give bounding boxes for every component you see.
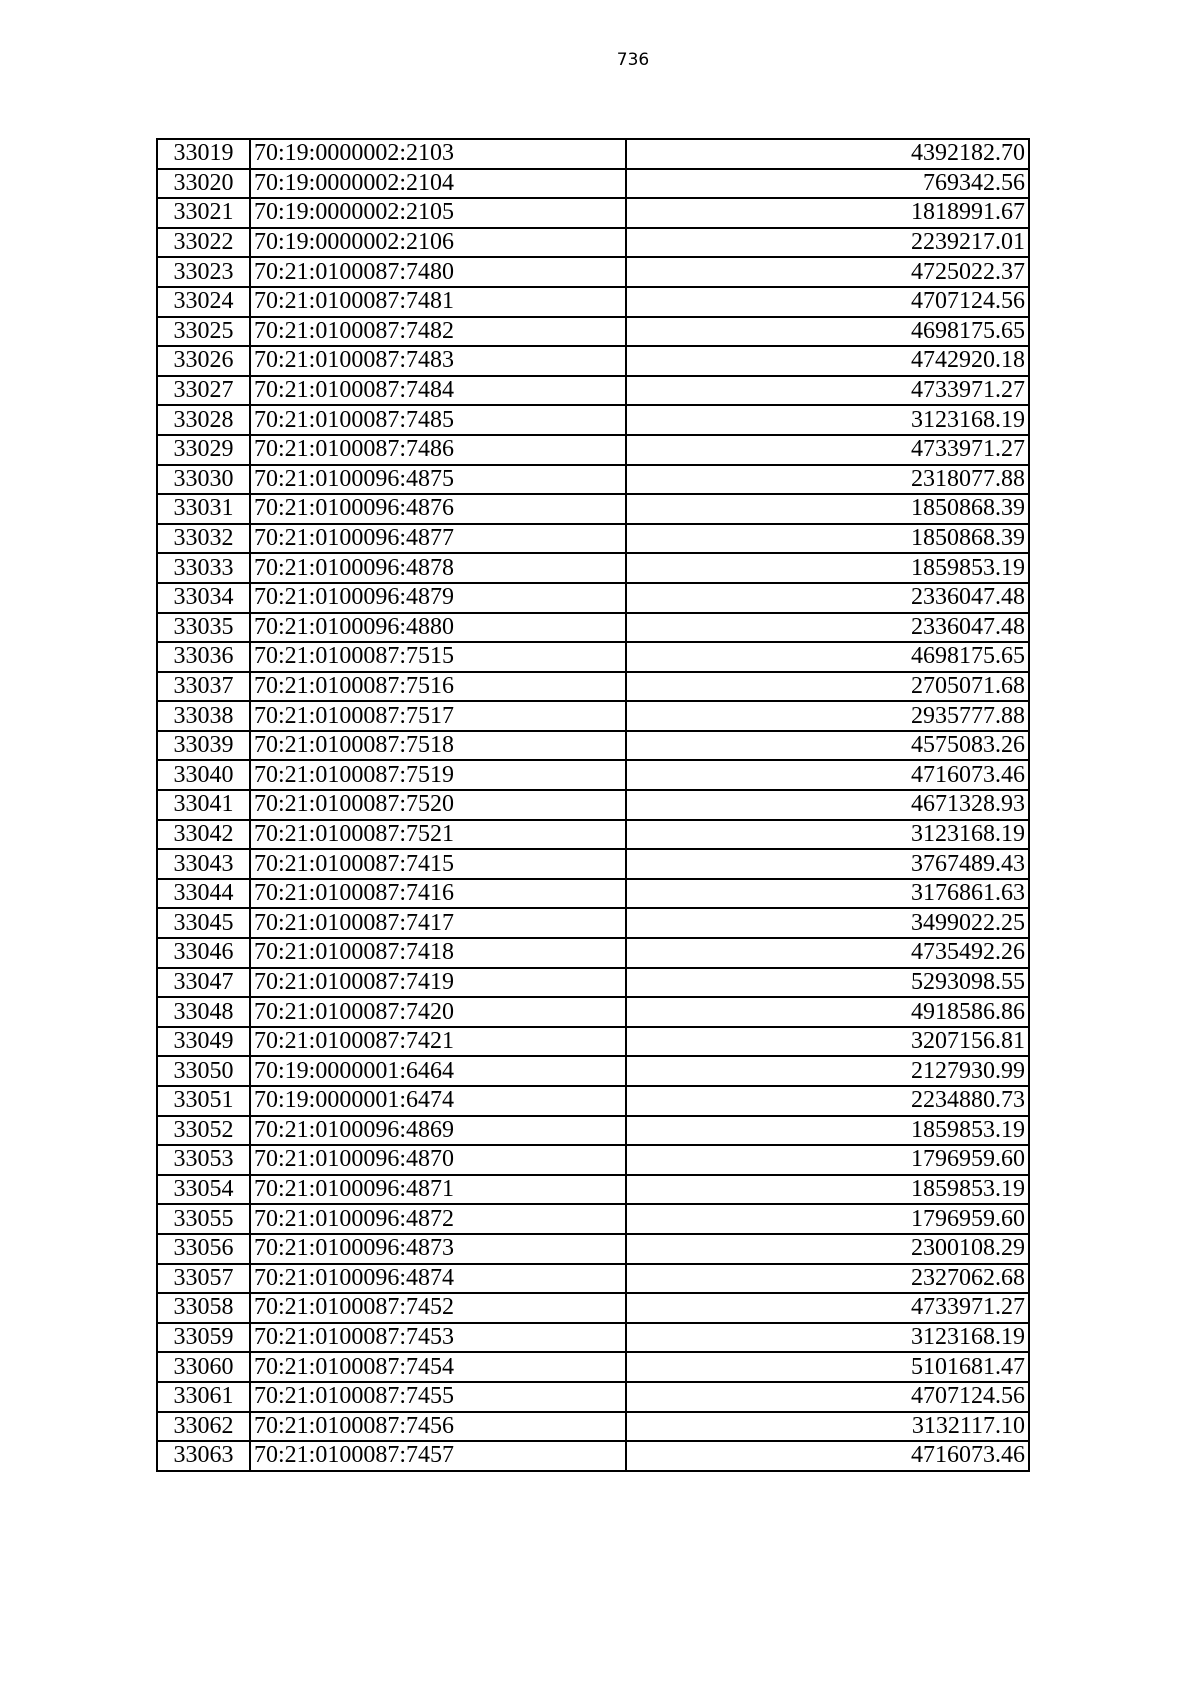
table-row — [157, 583, 1029, 613]
row-number-cell: 33024 — [157, 287, 250, 317]
cadastral-number-cell: 70:21:0100096:4877 — [250, 524, 626, 554]
row-number-cell: 33059 — [157, 1323, 250, 1353]
row-number-cell: 33044 — [157, 879, 250, 909]
cadastral-value-cell: 4733971.27 — [626, 376, 1029, 406]
cadastral-number-cell: 70:21:0100087:7483 — [250, 346, 626, 376]
cadastral-number-cell: 70:21:0100087:7486 — [250, 435, 626, 465]
cadastral-value-cell: 4392182.70 — [626, 139, 1029, 169]
table-row — [157, 376, 1029, 406]
cadastral-value-table — [156, 138, 1030, 1472]
table-row — [157, 257, 1029, 287]
cadastral-value-cell: 5293098.55 — [626, 968, 1029, 998]
cadastral-number-cell: 70:21:0100087:7419 — [250, 968, 626, 998]
cadastral-value-cell: 3132117.10 — [626, 1412, 1029, 1442]
row-number-cell: 33062 — [157, 1412, 250, 1442]
cadastral-number-cell: 70:21:0100087:7519 — [250, 760, 626, 790]
cadastral-number-cell: 70:21:0100087:7416 — [250, 879, 626, 909]
row-number-cell: 33050 — [157, 1056, 250, 1086]
cadastral-number-cell: 70:19:0000002:2106 — [250, 228, 626, 258]
row-number-cell: 33058 — [157, 1293, 250, 1323]
cadastral-number-cell: 70:21:0100096:4875 — [250, 465, 626, 495]
row-number-cell: 33042 — [157, 820, 250, 850]
row-number-cell: 33063 — [157, 1441, 250, 1471]
cadastral-number-cell: 70:21:0100096:4872 — [250, 1204, 626, 1234]
row-number-cell: 33028 — [157, 405, 250, 435]
row-number-cell: 33061 — [157, 1382, 250, 1412]
cadastral-value-cell: 2234880.73 — [626, 1086, 1029, 1116]
cadastral-value-cell: 1850868.39 — [626, 524, 1029, 554]
cadastral-value-cell: 4733971.27 — [626, 435, 1029, 465]
row-number-cell: 33055 — [157, 1204, 250, 1234]
row-number-cell: 33020 — [157, 169, 250, 199]
cadastral-value-cell: 4575083.26 — [626, 731, 1029, 761]
cadastral-number-cell: 70:21:0100087:7454 — [250, 1352, 626, 1382]
cadastral-number-cell: 70:21:0100096:4871 — [250, 1175, 626, 1205]
cadastral-number-cell: 70:21:0100087:7420 — [250, 997, 626, 1027]
cadastral-number-cell: 70:19:0000002:2105 — [250, 198, 626, 228]
table-row — [157, 731, 1029, 761]
table-row — [157, 1056, 1029, 1086]
table-row — [157, 938, 1029, 968]
cadastral-number-cell: 70:21:0100087:7521 — [250, 820, 626, 850]
cadastral-value-cell: 769342.56 — [626, 169, 1029, 199]
cadastral-value-cell: 2336047.48 — [626, 613, 1029, 643]
table-row — [157, 820, 1029, 850]
row-number-cell: 33054 — [157, 1175, 250, 1205]
row-number-cell: 33026 — [157, 346, 250, 376]
cadastral-number-cell: 70:21:0100087:7481 — [250, 287, 626, 317]
cadastral-value-cell: 1850868.39 — [626, 494, 1029, 524]
table-row — [157, 642, 1029, 672]
table-row — [157, 317, 1029, 347]
cadastral-number-cell: 70:21:0100087:7480 — [250, 257, 626, 287]
page-number: 736 — [616, 50, 650, 70]
cadastral-number-cell: 70:21:0100096:4869 — [250, 1116, 626, 1146]
cadastral-number-cell: 70:21:0100087:7485 — [250, 405, 626, 435]
table-row — [157, 790, 1029, 820]
cadastral-number-cell: 70:21:0100087:7452 — [250, 1293, 626, 1323]
cadastral-value-cell: 4671328.93 — [626, 790, 1029, 820]
table-row — [157, 1204, 1029, 1234]
table-row — [157, 346, 1029, 376]
row-number-cell: 33027 — [157, 376, 250, 406]
cadastral-value-cell: 4698175.65 — [626, 317, 1029, 347]
row-number-cell: 33023 — [157, 257, 250, 287]
table-row — [157, 524, 1029, 554]
cadastral-value-cell: 2336047.48 — [626, 583, 1029, 613]
cadastral-number-cell: 70:21:0100096:4870 — [250, 1145, 626, 1175]
table-row — [157, 553, 1029, 583]
row-number-cell: 33022 — [157, 228, 250, 258]
cadastral-number-cell: 70:21:0100087:7482 — [250, 317, 626, 347]
table-row — [157, 1441, 1029, 1471]
cadastral-number-cell: 70:21:0100087:7517 — [250, 701, 626, 731]
cadastral-number-cell: 70:21:0100087:7415 — [250, 849, 626, 879]
cadastral-value-cell: 3207156.81 — [626, 1027, 1029, 1057]
cadastral-number-cell: 70:21:0100096:4874 — [250, 1264, 626, 1294]
cadastral-value-cell: 2300108.29 — [626, 1234, 1029, 1264]
row-number-cell: 33036 — [157, 642, 250, 672]
cadastral-number-cell: 70:19:0000002:2103 — [250, 139, 626, 169]
table-row — [157, 139, 1029, 169]
cadastral-value-cell: 4918586.86 — [626, 997, 1029, 1027]
cadastral-number-cell: 70:21:0100087:7520 — [250, 790, 626, 820]
row-number-cell: 33040 — [157, 760, 250, 790]
cadastral-value-cell: 4716073.46 — [626, 1441, 1029, 1471]
table-row — [157, 1293, 1029, 1323]
row-number-cell: 33021 — [157, 198, 250, 228]
cadastral-value-cell: 2705071.68 — [626, 672, 1029, 702]
cadastral-number-cell: 70:21:0100087:7455 — [250, 1382, 626, 1412]
row-number-cell: 33048 — [157, 997, 250, 1027]
cadastral-number-cell: 70:21:0100087:7418 — [250, 938, 626, 968]
row-number-cell: 33037 — [157, 672, 250, 702]
row-number-cell: 33039 — [157, 731, 250, 761]
cadastral-number-cell: 70:21:0100087:7515 — [250, 642, 626, 672]
cadastral-number-cell: 70:21:0100087:7421 — [250, 1027, 626, 1057]
row-number-cell: 33019 — [157, 139, 250, 169]
table-row — [157, 1264, 1029, 1294]
cadastral-number-cell: 70:21:0100096:4880 — [250, 613, 626, 643]
row-number-cell: 33033 — [157, 553, 250, 583]
cadastral-number-cell: 70:21:0100087:7417 — [250, 908, 626, 938]
row-number-cell: 33052 — [157, 1116, 250, 1146]
table-row — [157, 672, 1029, 702]
table-row — [157, 169, 1029, 199]
table-row — [157, 1086, 1029, 1116]
row-number-cell: 33035 — [157, 613, 250, 643]
table-row — [157, 968, 1029, 998]
cadastral-value-cell: 4707124.56 — [626, 1382, 1029, 1412]
cadastral-number-cell: 70:21:0100087:7453 — [250, 1323, 626, 1353]
cadastral-value-cell: 4735492.26 — [626, 938, 1029, 968]
table-row — [157, 1145, 1029, 1175]
row-number-cell: 33045 — [157, 908, 250, 938]
table-row — [157, 1116, 1029, 1146]
row-number-cell: 33057 — [157, 1264, 250, 1294]
cadastral-value-cell: 2239217.01 — [626, 228, 1029, 258]
row-number-cell: 33060 — [157, 1352, 250, 1382]
table-row — [157, 760, 1029, 790]
cadastral-value-cell: 2327062.68 — [626, 1264, 1029, 1294]
row-number-cell: 33051 — [157, 1086, 250, 1116]
row-number-cell: 33032 — [157, 524, 250, 554]
table-body — [157, 139, 1029, 1471]
row-number-cell: 33049 — [157, 1027, 250, 1057]
table-row — [157, 997, 1029, 1027]
cadastral-value-cell: 4707124.56 — [626, 287, 1029, 317]
cadastral-number-cell: 70:19:0000001:6474 — [250, 1086, 626, 1116]
cadastral-number-cell: 70:21:0100087:7457 — [250, 1441, 626, 1471]
table-row — [157, 1382, 1029, 1412]
cadastral-value-cell: 2127930.99 — [626, 1056, 1029, 1086]
table-row — [157, 908, 1029, 938]
row-number-cell: 33029 — [157, 435, 250, 465]
row-number-cell: 33043 — [157, 849, 250, 879]
table-row — [157, 435, 1029, 465]
cadastral-value-cell: 1859853.19 — [626, 553, 1029, 583]
cadastral-number-cell: 70:21:0100087:7518 — [250, 731, 626, 761]
cadastral-value-cell: 4733971.27 — [626, 1293, 1029, 1323]
row-number-cell: 33041 — [157, 790, 250, 820]
table-row — [157, 405, 1029, 435]
cadastral-number-cell: 70:21:0100096:4878 — [250, 553, 626, 583]
cadastral-number-cell: 70:21:0100087:7456 — [250, 1412, 626, 1442]
table-row — [157, 1234, 1029, 1264]
cadastral-value-cell: 3123168.19 — [626, 405, 1029, 435]
table-row — [157, 1412, 1029, 1442]
row-number-cell: 33030 — [157, 465, 250, 495]
table-row — [157, 1352, 1029, 1382]
row-number-cell: 33031 — [157, 494, 250, 524]
table-row — [157, 228, 1029, 258]
table-row — [157, 1175, 1029, 1205]
cadastral-number-cell: 70:21:0100087:7516 — [250, 672, 626, 702]
table-row — [157, 613, 1029, 643]
cadastral-value-cell: 3123168.19 — [626, 1323, 1029, 1353]
row-number-cell: 33047 — [157, 968, 250, 998]
cadastral-value-cell: 1818991.67 — [626, 198, 1029, 228]
cadastral-value-cell: 1796959.60 — [626, 1204, 1029, 1234]
table-row — [157, 465, 1029, 495]
cadastral-value-cell: 1796959.60 — [626, 1145, 1029, 1175]
table-row — [157, 1027, 1029, 1057]
cadastral-value-cell: 1859853.19 — [626, 1116, 1029, 1146]
cadastral-value-cell: 1859853.19 — [626, 1175, 1029, 1205]
cadastral-value-cell: 5101681.47 — [626, 1352, 1029, 1382]
cadastral-value-cell: 3767489.43 — [626, 849, 1029, 879]
row-number-cell: 33025 — [157, 317, 250, 347]
row-number-cell: 33056 — [157, 1234, 250, 1264]
table-row — [157, 879, 1029, 909]
cadastral-value-cell: 4698175.65 — [626, 642, 1029, 672]
table-row — [157, 494, 1029, 524]
cadastral-value-cell: 4742920.18 — [626, 346, 1029, 376]
cadastral-value-cell: 4725022.37 — [626, 257, 1029, 287]
table-row — [157, 1323, 1029, 1353]
cadastral-number-cell: 70:19:0000002:2104 — [250, 169, 626, 199]
row-number-cell: 33038 — [157, 701, 250, 731]
row-number-cell: 33053 — [157, 1145, 250, 1175]
table-row — [157, 287, 1029, 317]
table-row — [157, 198, 1029, 228]
cadastral-value-cell: 3123168.19 — [626, 820, 1029, 850]
cadastral-number-cell: 70:21:0100096:4873 — [250, 1234, 626, 1264]
row-number-cell: 33046 — [157, 938, 250, 968]
row-number-cell: 33034 — [157, 583, 250, 613]
table-row — [157, 849, 1029, 879]
cadastral-number-cell: 70:19:0000001:6464 — [250, 1056, 626, 1086]
cadastral-value-cell: 2935777.88 — [626, 701, 1029, 731]
cadastral-number-cell: 70:21:0100096:4876 — [250, 494, 626, 524]
cadastral-number-cell: 70:21:0100087:7484 — [250, 376, 626, 406]
cadastral-number-cell: 70:21:0100096:4879 — [250, 583, 626, 613]
cadastral-value-cell: 3176861.63 — [626, 879, 1029, 909]
cadastral-value-cell: 4716073.46 — [626, 760, 1029, 790]
cadastral-value-cell: 2318077.88 — [626, 465, 1029, 495]
table-row — [157, 701, 1029, 731]
cadastral-value-cell: 3499022.25 — [626, 908, 1029, 938]
